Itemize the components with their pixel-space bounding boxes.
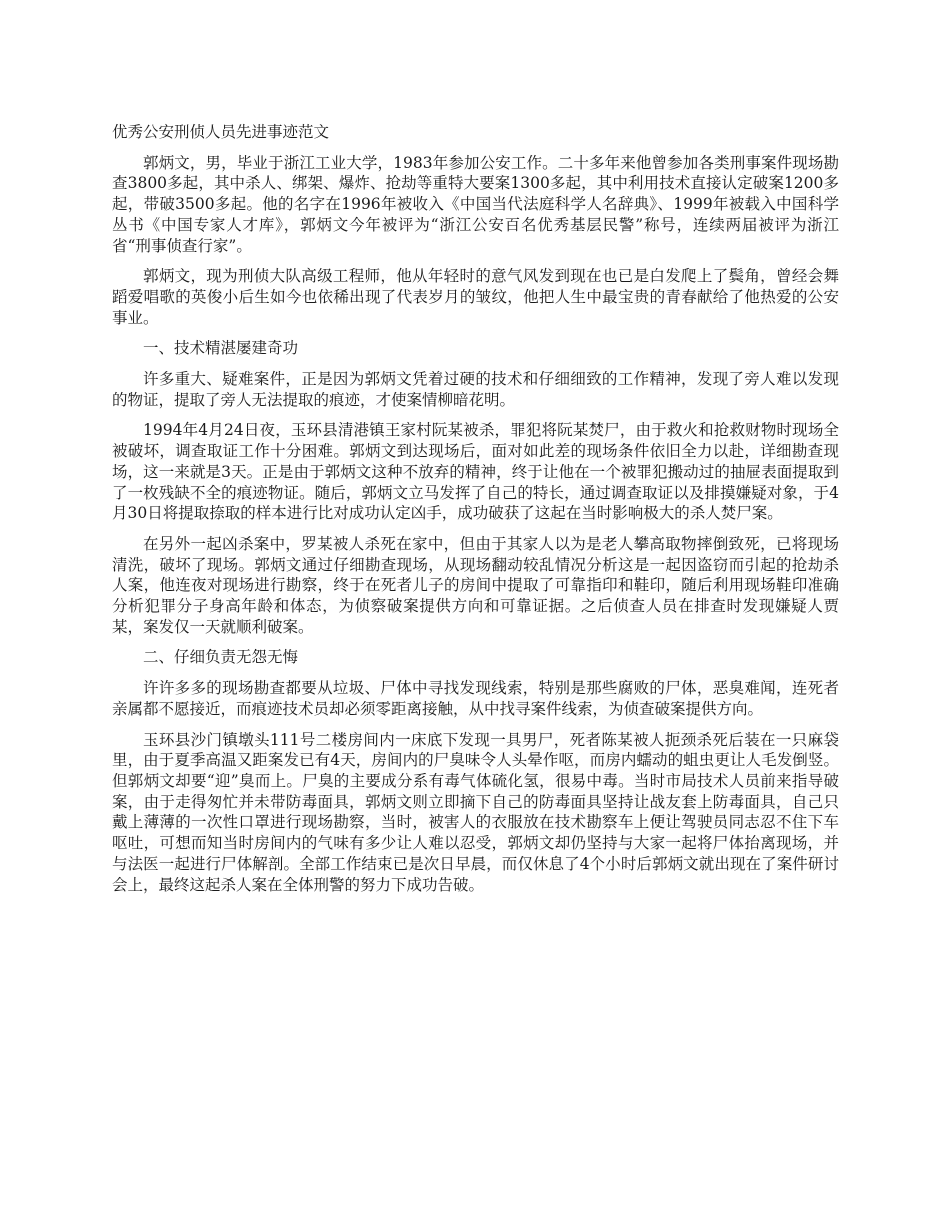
document-title: 优秀公安刑侦人员先进事迹范文 (112, 123, 330, 141)
section-heading-1: 一、技术精湛屡建奇功 (143, 339, 299, 358)
paragraph-section1-intro: 许多重大、疑难案件，正是因为郭炳文凭着过硬的技术和仔细细致的工作精神，发现了旁人难以发现的物证，提取了旁人无法提取的痕迹，才使案情柳暗花明。 (112, 370, 839, 409)
paragraph-case-yuhuan: 玉环县沙门镇墩头111号二楼房间内一床底下发现一具男尸，死者陈某被人扼颈杀死后装在一只麻袋里，由于夏季高温又距案发已有4天，房间内的尸臭味令人头晕作呕，而房内蠕动的蛆虫更让人毛发倒竖。但郭炳文却要“迎”臭而上。尸臭的主要成分系有毒气体硫化氢，很易中毒。当时市局技术人员前来指导破案，由于走得匆忙并未带防毒面具，郭炳文则立即摘下自己的防毒面具坚持让战友套上防毒面具，自己只戴上薄薄的一次性口罩进行现场勘察，当时，被害人的衣服放在技术勘察车上便让驾驶员同志忍不住下车呕吐，可想而知当时房间内的气味有多少让人难以忍受，郭炳文却仍坚持与大家一起将尸体抬离现场，并与法医一起进行尸体解剖。全部工作结束已是次日早晨，而仅休息了4个小时后郭炳文就出现在了案件研讨会上，最终这起杀人案在全体刑警的努力下成功告破。 (112, 730, 839, 894)
section-heading-2: 二、仔细负责无怨无悔 (143, 648, 299, 667)
paragraph-case-luo: 在另外一起凶杀案中，罗某被人杀死在家中，但由于其家人以为是老人攀高取物摔倒致死，已将现场清洗，破坏了现场。郭炳文通过仔细勘查现场，从现场翻动较乱情况分析这是一起因盗窃而引起的抢劫杀人案，他连夜对现场进行勘察，终于在死者儿子的房间中提取了可靠指印和鞋印，随后利用现场鞋印准确分析犯罪分子身高年龄和体态，为侦察破案提供方向和可靠证据。之后侦查人员在排查时发现嫌疑人贾某，案发仅一天就顺利破案。 (112, 534, 839, 636)
paragraph-profile: 郭炳文，现为刑侦大队高级工程师，他从年轻时的意气风发到现在也已是白发爬上了鬓角，曾经会舞蹈爱唱歌的英俊小后生如今也依稀出现了代表岁月的皱纹，他把人生中最宝贵的青春献给了他热爱的公安事业。 (112, 267, 839, 327)
document-body (112, 122, 839, 905)
paragraph-intro: 郭炳文，男，毕业于浙江工业大学，1983年参加公安工作。二十多年来他曾参加各类刑事案件现场勘查3800多起，其中杀人、绑架、爆炸、抢劫等重特大要案1300多起，其中利用技术直接认定破案1200多起，带破3500多起。他的名字在1996年被收入《中国当代法庭科学人名辞典》、1999年被载入中国科学丛书《中国专家人才库》，郭炳文今年被评为“浙江公安百名优秀基层民警”称号，连续两届被评为浙江省“刑事侦查行家”。 (112, 153, 839, 255)
paragraph-case-1994: 1994年4月24日夜，玉环县清港镇王家村阮某被杀，罪犯将阮某焚尸，由于救火和抢救财物时现场全被破坏，调查取证工作十分困难。郭炳文到达现场后，面对如此差的现场条件依旧全力以赴，详细勘查现场，这一来就是3天。正是由于郭炳文这种不放弃的精神，终于让他在一个被罪犯搬动过的抽屉表面提取到了一枚残缺不全的痕迹物证。随后，郭炳文立马发挥了自己的特长，通过调查取证以及排摸嫌疑对象，于4月30日将提取捺取的样本进行比对成功认定凶手，成功破获了这起在当时影响极大的杀人焚尸案。 (112, 421, 839, 523)
paragraph-section2-intro: 许许多多的现场勘查都要从垃圾、尸体中寻找发现线索，特别是那些腐败的尸体，恶臭难闻，连死者亲属都不愿接近，而痕迹技术员却必须零距离接触，从中找寻案件线索，为侦查破案提供方向。 (112, 679, 839, 718)
